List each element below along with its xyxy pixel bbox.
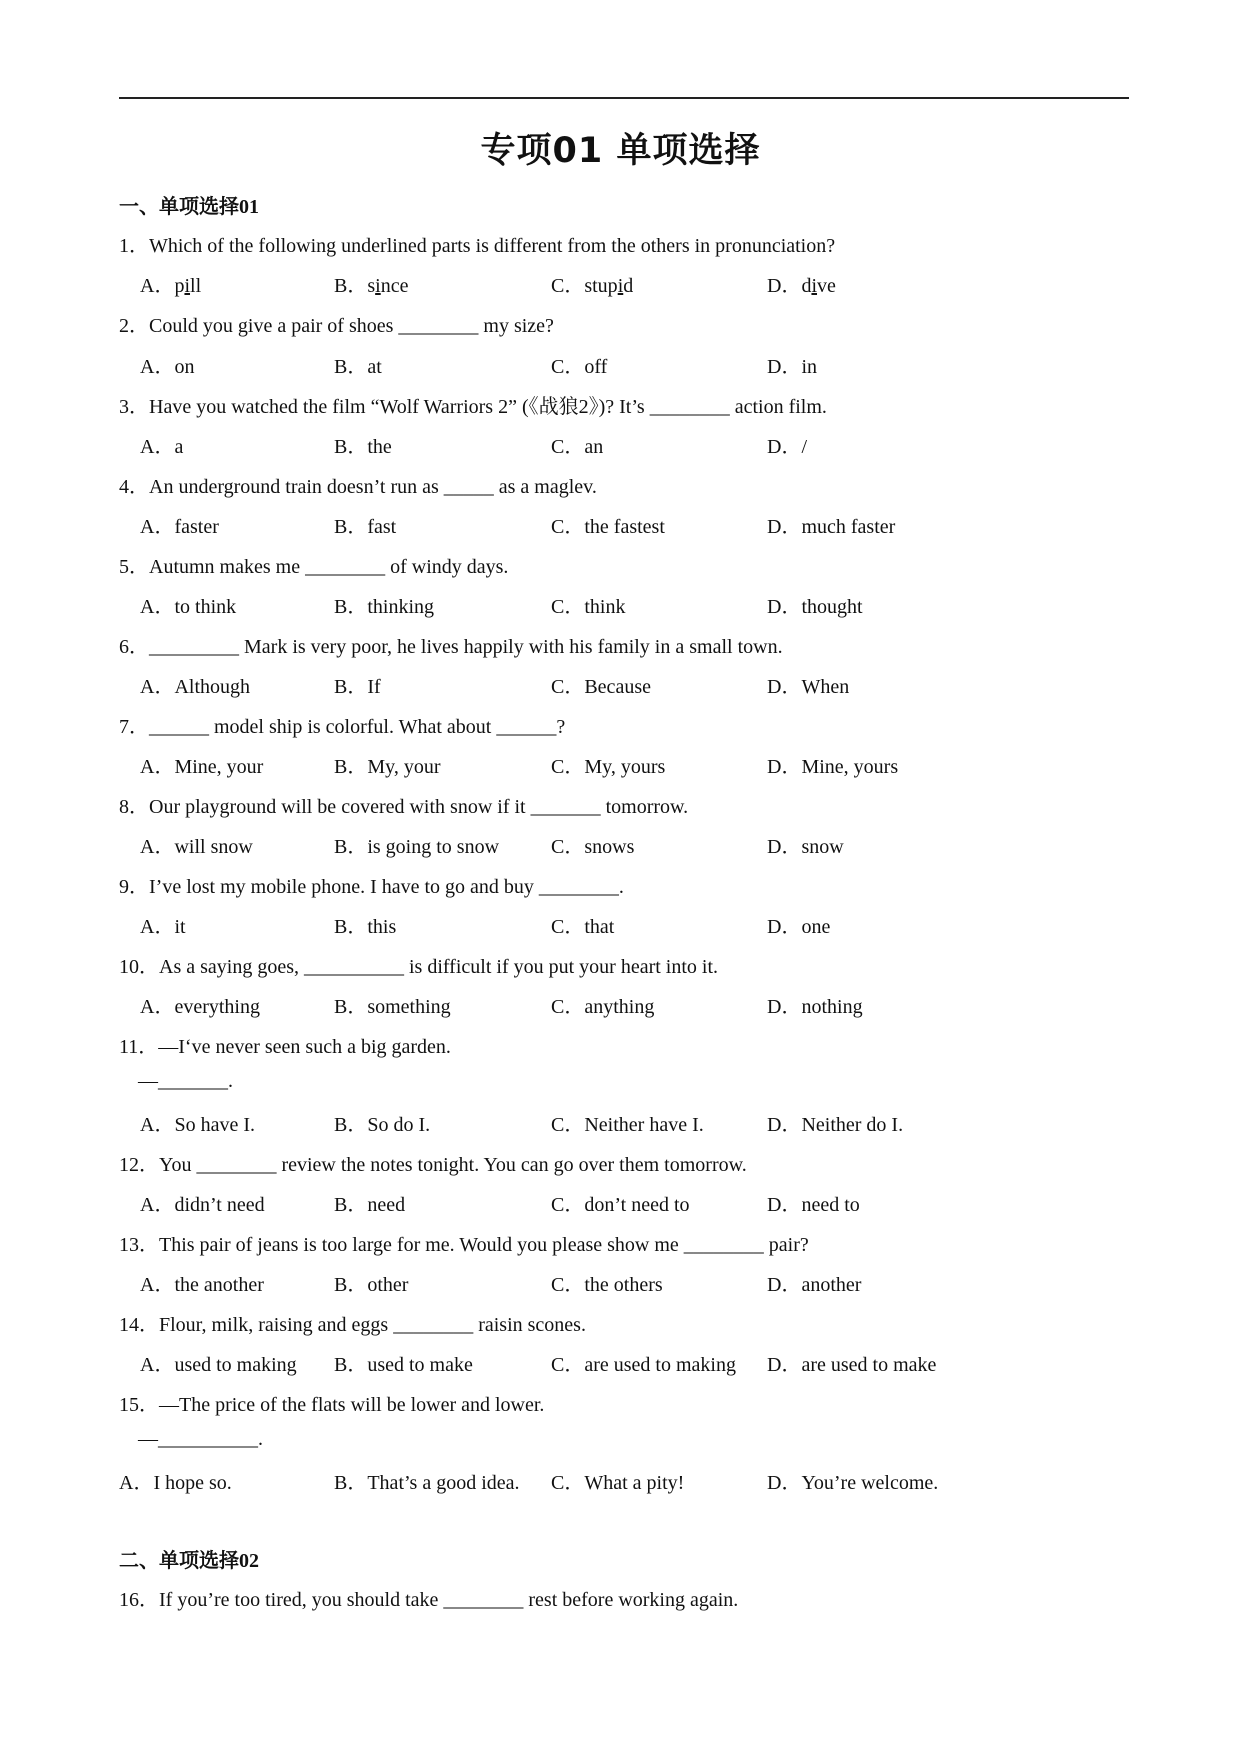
option-c: C．the fastest (551, 516, 665, 538)
option-d: D．Mine, yours (767, 756, 899, 778)
options-3 (0, 430, 1241, 458)
options-10 (0, 990, 1241, 1018)
header-rule (119, 97, 1129, 99)
question-3: 3．Have you watched the film “Wolf Warriors 2” (《战狼2》)? It’s ________ action film. (119, 396, 827, 418)
option-a: A．a (140, 436, 184, 458)
question-13: 13．This pair of jeans is too large for me. Would you please show me ________ pair? (119, 1234, 809, 1256)
question-14: 14．Flour, milk, raising and eggs ________ raisin scones. (119, 1314, 586, 1336)
option-b: B．If (334, 676, 381, 698)
option-d: D．You’re welcome. (767, 1472, 939, 1494)
option-c: C．the others (551, 1274, 663, 1296)
options-8 (0, 830, 1241, 858)
options-9 (0, 910, 1241, 938)
option-b: B．other (334, 1274, 409, 1296)
option-b: B．fast (334, 516, 397, 538)
option-a: A．the another (140, 1274, 264, 1296)
options-13 (0, 1268, 1241, 1296)
option-c: C．don’t need to (551, 1194, 690, 1216)
option-b: B．at (334, 356, 382, 378)
options-1 (0, 269, 1241, 297)
option-d: D．in (767, 356, 818, 378)
option-a: A．Although (140, 676, 251, 698)
question-9: 9．I’ve lost my mobile phone. I have to go and buy ________. (119, 876, 624, 898)
option-d: D．snow (767, 836, 844, 858)
options-4 (0, 510, 1241, 538)
option-a: A．faster (140, 516, 219, 538)
question-15: 15．—The price of the flats will be lower and lower. (119, 1394, 545, 1416)
option-b: B．So do I. (334, 1114, 431, 1136)
option-a: A．to think (140, 596, 237, 618)
option-a: A．didn’t need (140, 1194, 265, 1216)
option-b: B．used to make (334, 1354, 473, 1376)
section-header-2: 二、单项选择02 (119, 1550, 259, 1572)
option-c: C．are used to making (551, 1354, 736, 1376)
option-d: D．thought (767, 596, 863, 618)
question-2: 2．Could you give a pair of shoes ________ my size? (119, 315, 554, 337)
option-d: D．When (767, 676, 850, 698)
option-b: B．That’s a good idea. (334, 1472, 520, 1494)
option-d: D．/ (767, 436, 808, 458)
options-12 (0, 1188, 1241, 1216)
option-c: C．an (551, 436, 604, 458)
option-b: B．thinking (334, 596, 435, 618)
options-5 (0, 590, 1241, 618)
option-c: C．that (551, 916, 615, 938)
question-5: 5．Autumn makes me ________ of windy days. (119, 556, 509, 578)
question-11: 11．—I‘ve never seen such a big garden. (119, 1036, 451, 1058)
option-c: C．Because (551, 676, 651, 698)
option-b: B．need (334, 1194, 406, 1216)
option-a: A．pill (140, 275, 202, 297)
option-c: C．Neither have I. (551, 1114, 704, 1136)
options-14 (0, 1348, 1241, 1376)
option-a: A．So have I. (140, 1114, 255, 1136)
question-11-reply: —_______. (138, 1070, 233, 1092)
options-2 (0, 350, 1241, 378)
option-b: B．is going to snow (334, 836, 500, 858)
option-a: A．will snow (140, 836, 253, 858)
option-a: A．it (140, 916, 186, 938)
question-16: 16．If you’re too tired, you should take ________ rest before working again. (119, 1589, 739, 1611)
question-15-reply: —__________. (138, 1428, 263, 1450)
option-a: A．used to making (140, 1354, 297, 1376)
option-b: B．something (334, 996, 451, 1018)
question-6: 6．_________ Mark is very poor, he lives happily with his family in a small town. (119, 636, 783, 658)
options-7 (0, 750, 1241, 778)
option-a: A．Mine, your (140, 756, 264, 778)
option-d: D．dive (767, 275, 836, 297)
option-b: B．My, your (334, 756, 441, 778)
option-c: C．think (551, 596, 626, 618)
option-d: D．are used to make (767, 1354, 937, 1376)
page-title: 专项01 单项选择 (480, 131, 761, 171)
option-d: D．another (767, 1274, 862, 1296)
option-c: C．off (551, 356, 608, 378)
option-c: C．stupid (551, 275, 634, 297)
option-b: B．since (334, 275, 409, 297)
options-11 (0, 1108, 1241, 1136)
option-d: D．need to (767, 1194, 860, 1216)
option-d: D．one (767, 916, 831, 938)
option-a: A．everything (140, 996, 260, 1018)
option-b: B．this (334, 916, 397, 938)
option-c: C．What a pity! (551, 1472, 685, 1494)
option-d: D．nothing (767, 996, 863, 1018)
option-a: A．I hope so. (119, 1472, 232, 1494)
option-d: D．Neither do I. (767, 1114, 904, 1136)
option-c: C．anything (551, 996, 655, 1018)
question-8: 8．Our playground will be covered with snow if it _______ tomorrow. (119, 796, 689, 818)
question-4: 4．An underground train doesn’t run as _____ as a maglev. (119, 476, 597, 498)
question-7: 7．______ model ship is colorful. What about ______? (119, 716, 566, 738)
option-d: D．much faster (767, 516, 896, 538)
options-6 (0, 670, 1241, 698)
option-c: C．My, yours (551, 756, 666, 778)
option-a: A．on (140, 356, 195, 378)
question-12: 12．You ________ review the notes tonight. You can go over them tomorrow. (119, 1154, 747, 1176)
options-15 (0, 1466, 1241, 1494)
option-b: B．the (334, 436, 392, 458)
option-c: C．snows (551, 836, 635, 858)
question-1: 1．Which of the following underlined parts is different from the others in pronunciation? (119, 235, 836, 257)
section-header-1: 一、单项选择01 (119, 196, 259, 218)
question-10: 10．As a saying goes, __________ is difficult if you put your heart into it. (119, 956, 719, 978)
